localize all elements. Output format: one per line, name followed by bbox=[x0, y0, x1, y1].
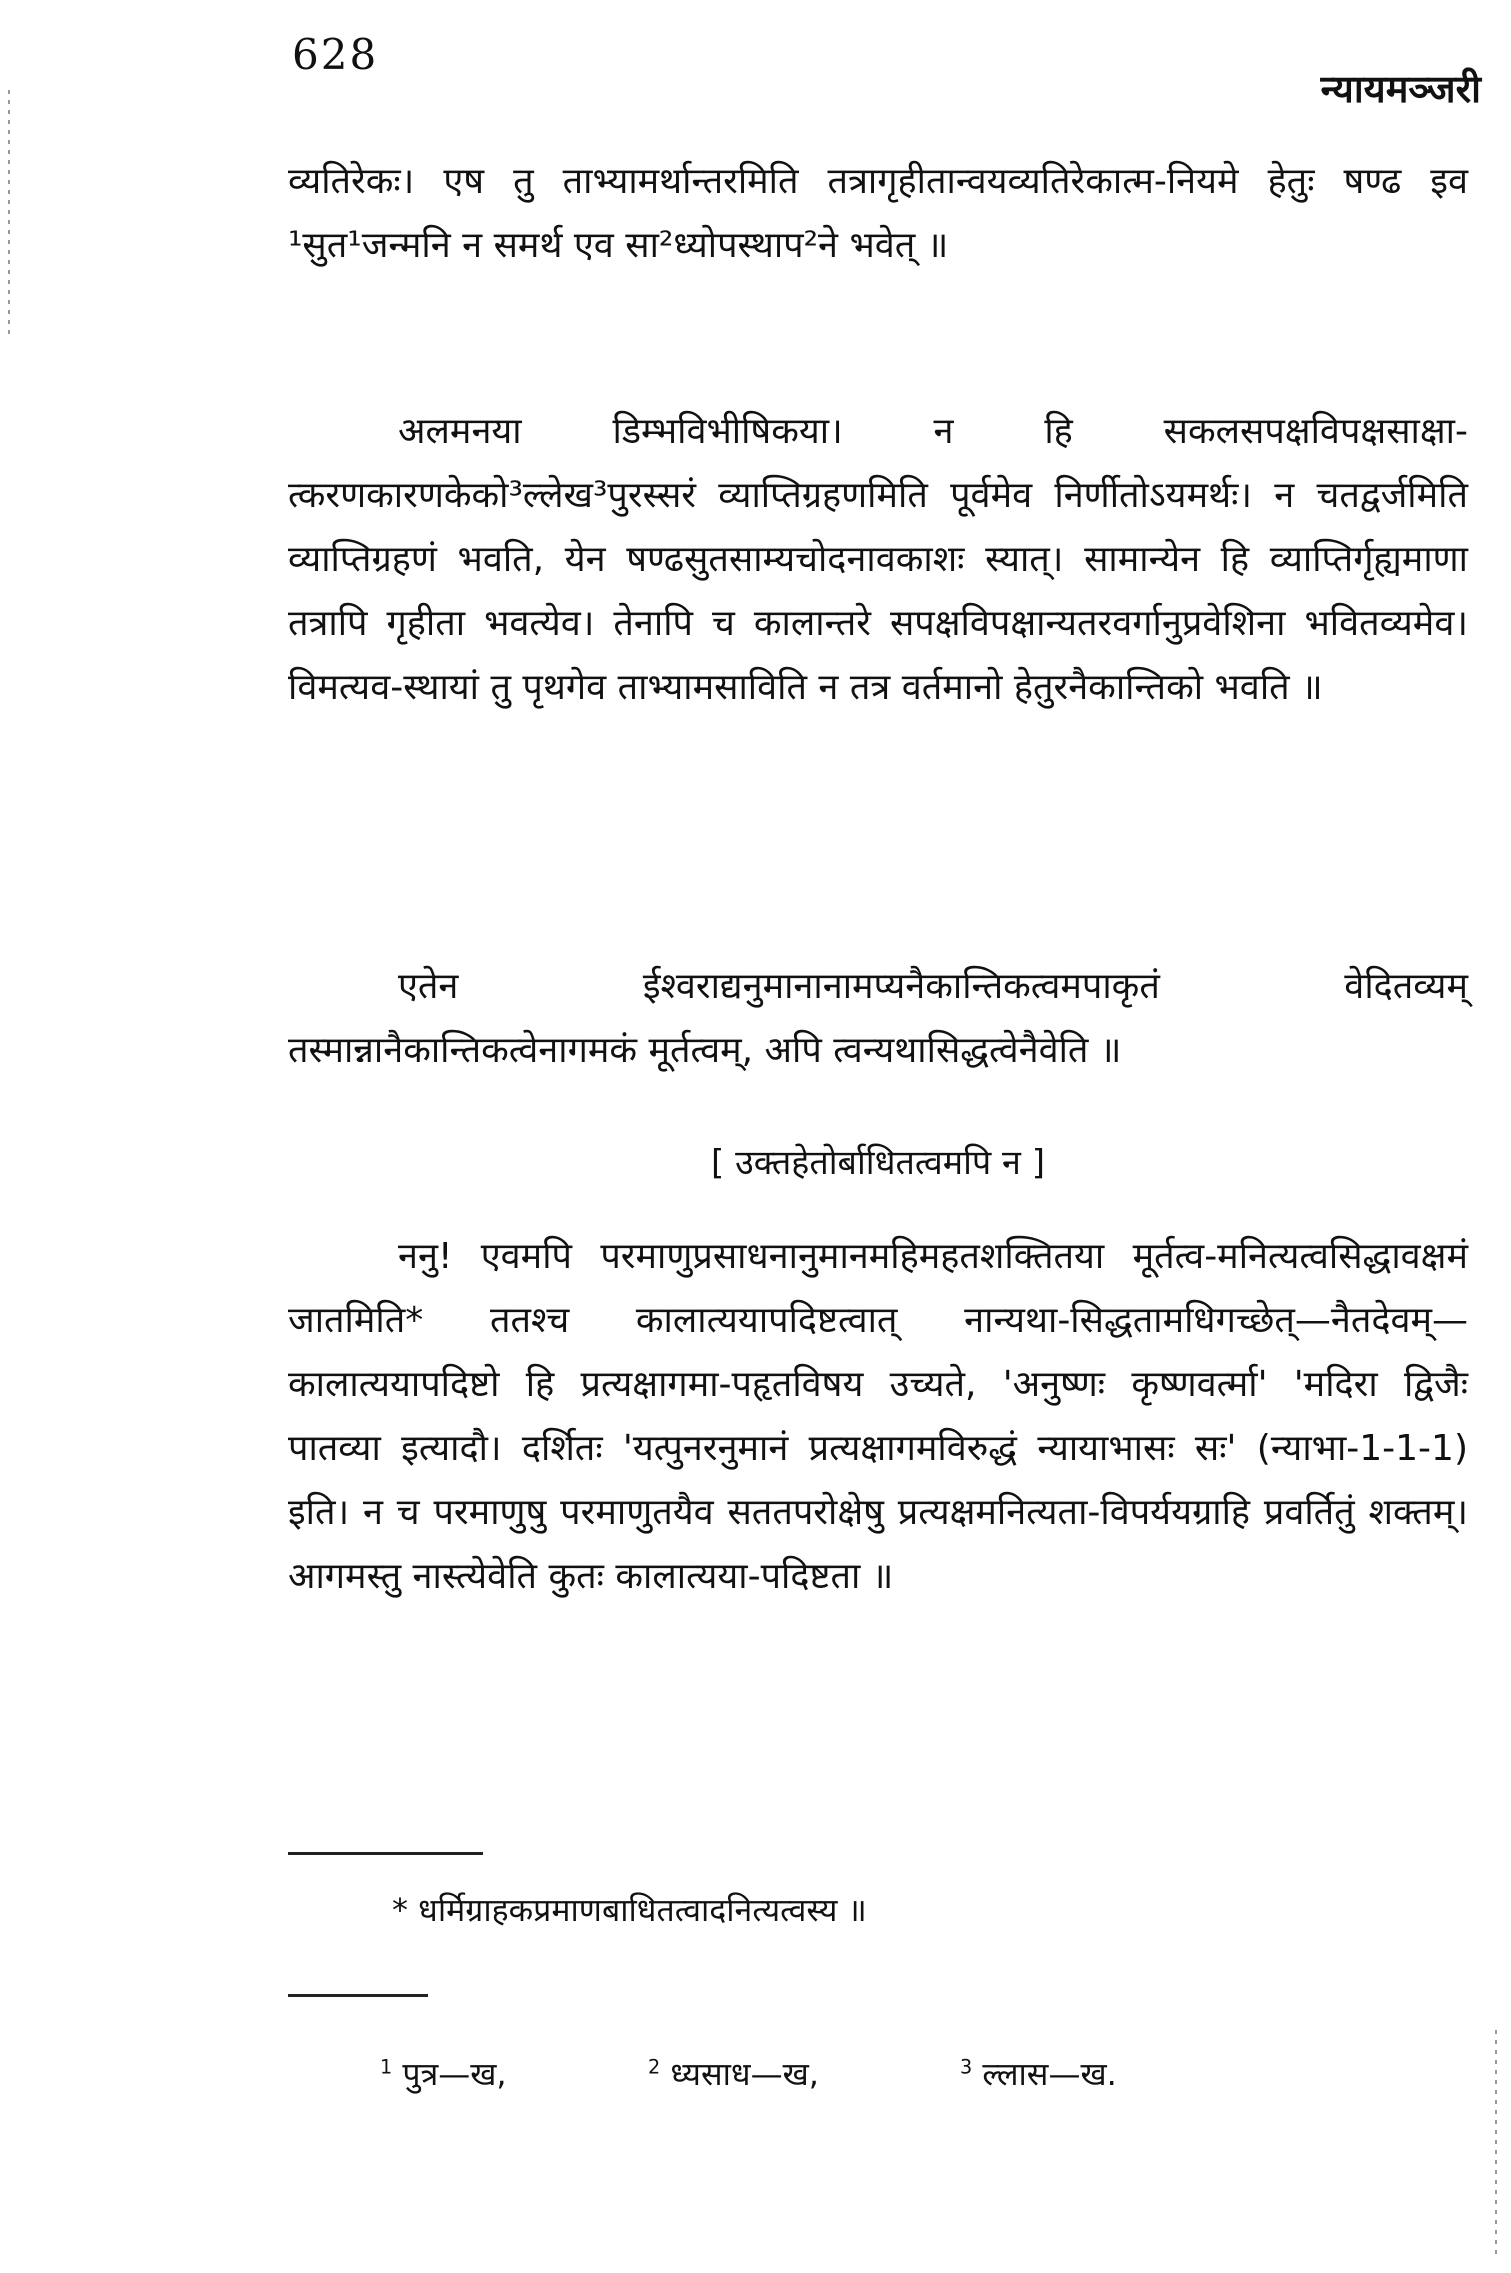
paragraph-2-block bbox=[288, 400, 1468, 720]
footnote-rule-upper bbox=[288, 1852, 483, 1855]
section-heading: [ उक्तहेतोर्बाधितत्वमपि न ] bbox=[711, 1143, 1045, 1183]
paragraph-4: ननु! एवमपि परमाणुप्रसाधनानुमानमहिमहतशक्तितया मूर्तत्व-मनित्यत्वसिद्धावक्षमं जातमिति* ततश्च कालात्ययापदिष्टत्वात् नान्यथा-सिद्धतामधिगच्छेत्—नैतदेवम्—कालात्ययापदिष्टो हि प्रत्यक्षागमा-पहृतविषय उच्यते, 'अनुष्णः कृष्णवर्त्मा' 'मदिरा द्विजैः पातव्या इत्यादौ। दर्शितः 'यत्पुनरनुमानं प्रत्यक्षागमविरुद्धं न्यायाभासः सः' (न्याभा-1-1-1) इति। न च परमाणुषु परमाणुतयैव सततपरोक्षेषु प्रत्यक्षमनित्यता-विपर्ययग्राहि प्रवर्तितुं शक्तम्। आगमस्तु नास्त्येवेति कुतः कालात्यया-पदिष्टता ॥ bbox=[288, 1236, 1468, 1597]
variant-text-2: ध्यसाध—ख, bbox=[670, 2055, 819, 2093]
footnote-rule-lower bbox=[288, 1994, 428, 1997]
paragraph-3-block bbox=[288, 955, 1468, 1083]
variant-mark-3: 3 bbox=[960, 2055, 973, 2079]
running-head: न्यायमञ्जरी bbox=[1320, 67, 1481, 111]
scan-edge-right bbox=[1495, 2030, 1497, 2260]
paragraph-3: एतेन ईश्वराद्यनुमानानामप्यनैकान्तिकत्वमपाकृतं वेदितव्यम् तस्मान्नानैकान्तिकत्वेनागमकं मूर्तत्वम्, अपि त्वन्यथासिद्धत्वेनैवेति ॥ bbox=[288, 966, 1468, 1071]
paragraph-2: अलमनया डिम्भविभीषिकया। न हि सकलसपक्षविपक्षसाक्षा-त्करणकारणकेको³ल्लेख³पुरस्सरं व्याप्तिग्रहणमिति पूर्वमेव निर्णीतोऽयमर्थः। न चतद्वर्जमिति व्याप्तिग्रहणं भवति, येन षण्ढसुतसाम्यचोदनावकाशः स्यात्। सामान्येन हि व्याप्तिर्गृह्यमाणा तत्रापि गृहीता भवत्येव। तेनापि च कालान्तरे सपक्षविपक्षान्यतरवर्गानुप्रवेशिना भवितव्यमेव। विमत्यव-स्थायां तु पृथगेव ताभ्यामसाविति न तत्र वर्तमानो हेतुरनैकान्तिको भवति ॥ bbox=[288, 411, 1468, 708]
variant-text-1: पुत्र—ख, bbox=[402, 2055, 507, 2093]
scan-edge-left bbox=[8, 90, 10, 340]
paragraph-4-block bbox=[288, 1225, 1468, 1609]
paragraph-1-block bbox=[288, 150, 1468, 278]
paragraph-1: व्यतिरेकः। एष तु ताभ्यामर्थान्तरमिति तत्रागृहीतान्वयव्यतिरेकात्म-नियमे हेतुः षण्ढ इव ¹सुत¹जन्मनि न समर्थ एव सा²ध्योपस्थाप²ने भवेत् ॥ bbox=[288, 161, 1468, 266]
variant-mark-1: 1 bbox=[380, 2055, 393, 2079]
variant-reading-3 bbox=[960, 2052, 1117, 2095]
page-number: 628 bbox=[292, 30, 379, 79]
variant-text-3: ल्लास—ख. bbox=[982, 2055, 1117, 2093]
variant-reading-1 bbox=[380, 2052, 507, 2095]
variant-mark-2: 2 bbox=[648, 2055, 661, 2079]
footnote-star: * धर्मिग्राहकप्रमाणबाधितत्वादनित्यत्वस्य ॥ bbox=[392, 1891, 867, 1929]
variant-reading-2 bbox=[648, 2052, 819, 2095]
